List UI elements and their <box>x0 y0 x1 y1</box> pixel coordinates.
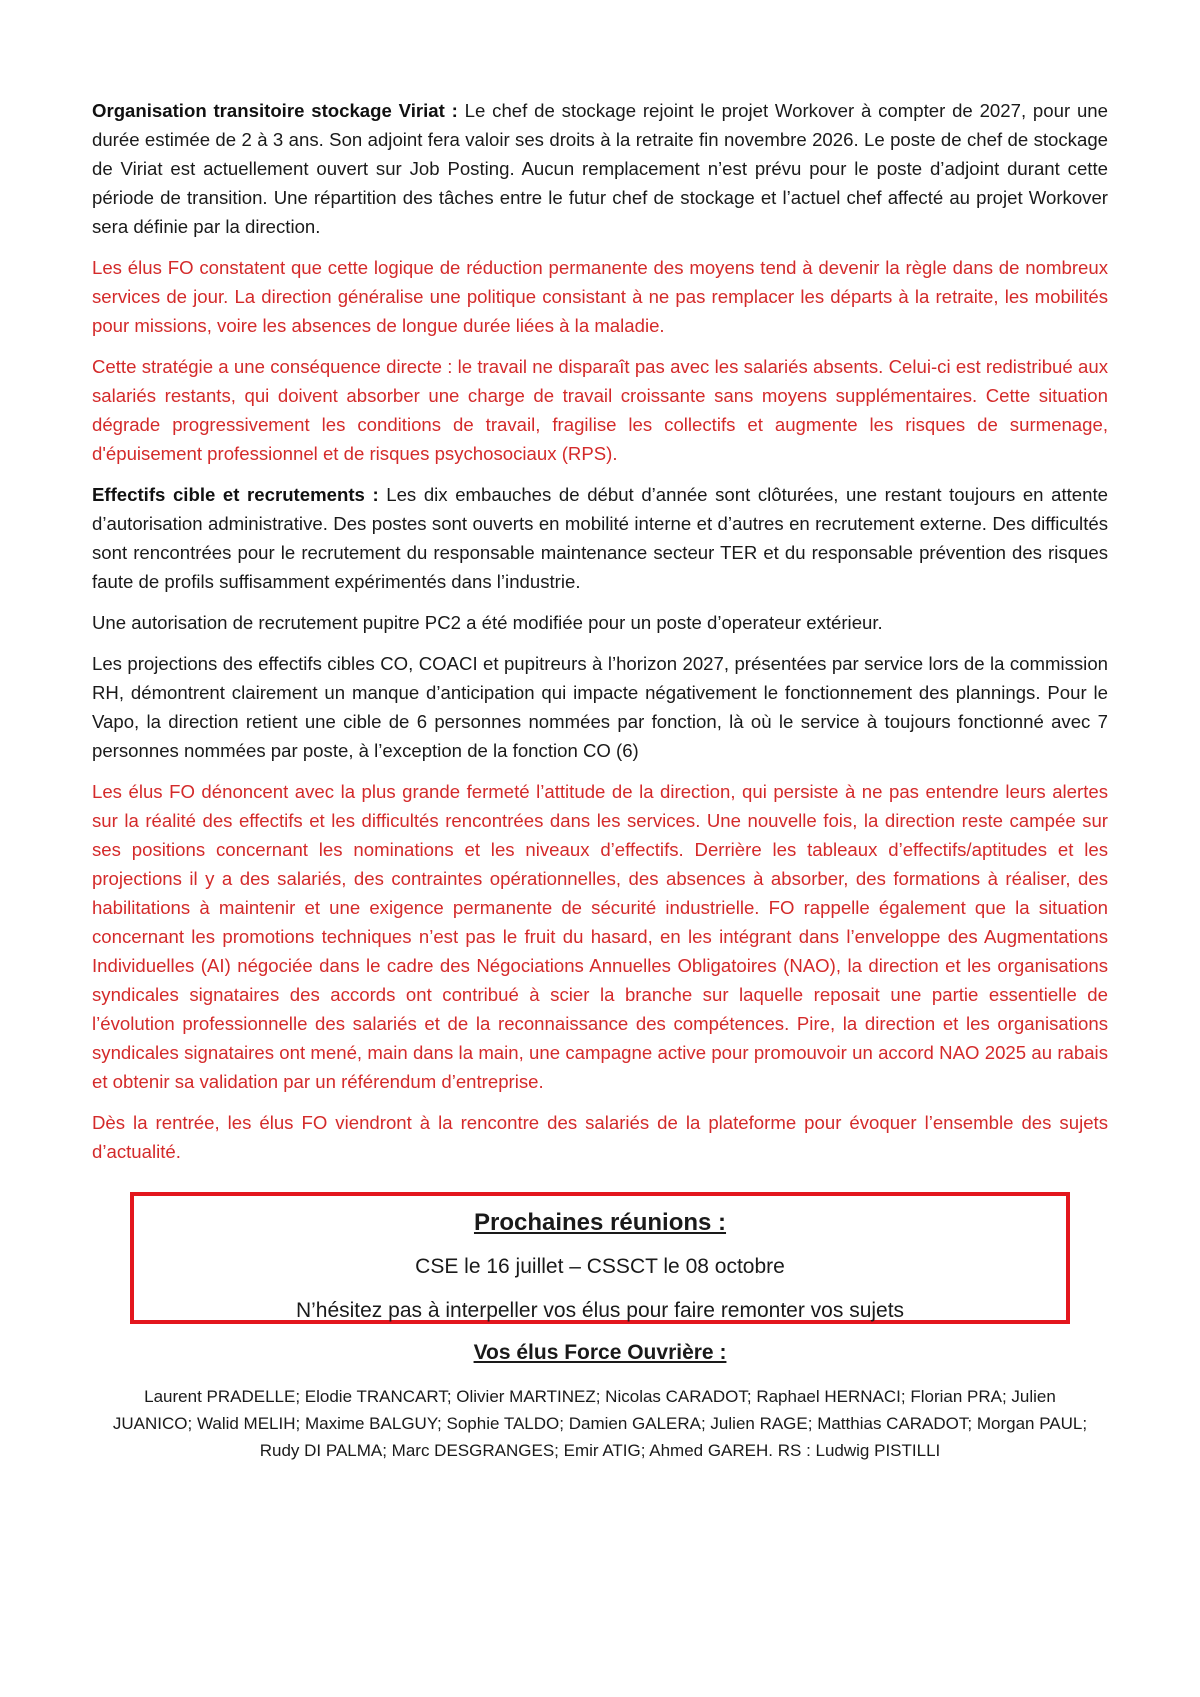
next-meetings-note: N’hésitez pas à interpeller vos élus pour faire remonter vos sujets <box>295 1299 905 1322</box>
paragraph-lead: Organisation transitoire stockage Viriat : <box>92 100 458 121</box>
next-meetings-title: Prochaines réunions : <box>473 1209 727 1236</box>
paragraph-fo-rentree: Dès la rentrée, les élus FO viendront à la rencontre des salariés de la plateforme pour évoquer l’ensemble des sujets d’actualité. <box>92 1112 1108 1162</box>
next-meetings-box <box>130 1192 1070 1324</box>
paragraph-effectifs-cible <box>92 480 1108 596</box>
paragraph-fo-strategie: Cette stratégie a une conséquence directe : le travail ne disparaît pas avec les salariés absents. Celui-ci est redistribué aux salariés restants, qui doivent absorber une charge de travail croissante sans moyens supplémentaires. Cette situation dégrade progressivement les conditions de travail, fragilise les collectifs et augmente les risques de surmenage, d'épuisement professionnel et de risques psychosociaux (RPS). <box>92 356 1108 464</box>
next-meetings-dates: CSE le 16 juillet – CSSCT le 08 octobre <box>415 1255 785 1278</box>
paragraph-text: Les dix embauches de début d’année sont clôturées, une restant toujours en attente d’autorisation administrative. Des postes sont ouverts en mobilité interne et d’autres en recrutement externe. Des difficultés sont rencontrées pour le recrutement du responsable maintenance secteur TER et du responsable prévention des risques faute de profils suffisamment expérimentés dans l’industrie. <box>92 484 1108 592</box>
paragraph-stockage-viriat <box>92 96 1108 241</box>
paragraph-fo-reduction-moyens: Les élus FO constatent que cette logique de réduction permanente des moyens tend à devenir la règle dans de nombreux services de jour. La direction généralise une politique consistant à ne pas remplacer les départs à la retraite, les mobilités pour missions, voire les absences de longue durée liées à la maladie. <box>92 257 1108 336</box>
paragraph-lead: Effectifs cible et recrutements : <box>92 484 379 505</box>
elected-title: Vos élus Force Ouvrière : <box>473 1341 727 1364</box>
paragraph-text: Le chef de stockage rejoint le projet Workover à compter de 2027, pour une durée estimée de 2 à 3 ans. Son adjoint fera valoir ses droits à la retraite fin novembre 2026. Le poste de chef de stockage de Viriat est actuellement ouvert sur Job Posting. Aucun remplacement n’est prévu pour le poste d’adjoint durant cette période de transition. Une répartition des tâches entre le futur chef de stockage et l’actuel chef affecté au projet Workover sera définie par la direction. <box>92 100 1108 237</box>
document-body <box>92 96 1108 1178</box>
elected-list: Laurent PRADELLE; Elodie TRANCART; Olivier MARTINEZ; Nicolas CARADOT; Raphael HERNACI; Florian PRA; Julien JUANICO; Walid MELIH; Maxime BALGUY; Sophie TALDO; Damien GALERA; Julien RAGE; Matthias CARADOT; Morgan PAUL; Rudy DI PALMA; Marc DESGRANGES; Emir ATIG; Ahmed GAREH. RS : Ludwig PISTILLI <box>112 1387 1088 1460</box>
paragraph-fo-denoncent: Les élus FO dénoncent avec la plus grande fermeté l’attitude de la direction, qui persiste à ne pas entendre leurs alertes sur la réalité des effectifs et les difficultés rencontrées dans les services. Une nouvelle fois, la direction reste campée sur ses positions concernant les nominations et les niveaux d’effectifs. Derrière les tableaux d’effectifs/aptitudes et les projections il y a des salariés, des contraintes opérationnelles, des absences à absorber, des formations à réaliser, des habilitations à maintenir et une exigence permanente de sécurité industrielle. FO rappelle également que la situation concernant les promotions techniques n’est pas le fruit du hasard, en les intégrant dans l’enveloppe des Augmentations Individuelles (AI) négociée dans le cadre des Négociations Annuelles Obligatoires (NAO), la direction et les organisations syndicales signataires des accords ont contribué à scier la branche sur laquelle reposait une partie essentielle de l’évolution professionnelle des salariés et de la reconnaissance des compétences. Pire, la direction et les organisations syndicales signataires ont mené, main dans la main, une campagne active pour promouvoir un accord NAO 2025 au rabais et obtenir sa validation par un référendum d’entreprise. <box>92 781 1108 1092</box>
paragraph-autorisation-pc2: Une autorisation de recrutement pupitre PC2 a été modifiée pour un poste d’operateur extérieur. <box>92 612 883 633</box>
paragraph-projections-effectifs: Les projections des effectifs cibles CO, COACI et pupitreurs à l’horizon 2027, présentées par service lors de la commission RH, démontrent clairement un manque d’anticipation qui impacte négativement le fonctionnement des plannings. Pour le Vapo, la direction retient une cible de 6 personnes nommées par fonction, là où le service à toujours fonctionné avec 7 personnes nommées par poste, à l’exception de la fonction CO (6) <box>92 653 1108 761</box>
